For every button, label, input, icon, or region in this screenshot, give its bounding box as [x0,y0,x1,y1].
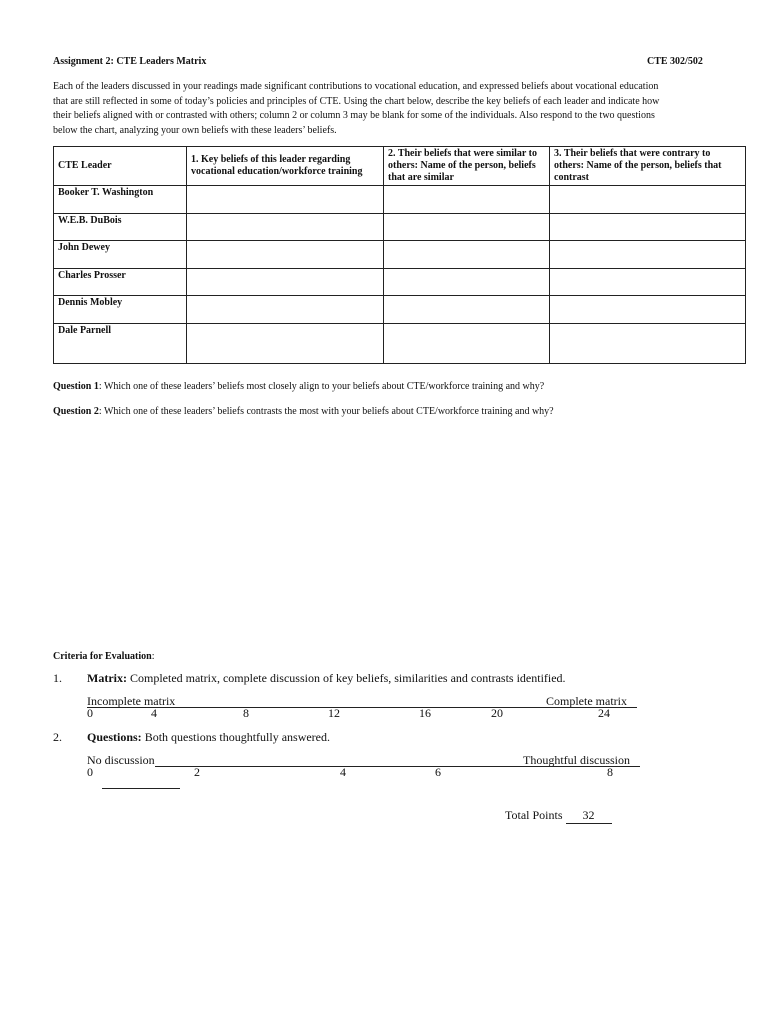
criterion-questions [87,730,330,745]
question-2 [53,406,554,417]
table-row [54,323,746,363]
scale-tick: 20 [491,706,503,720]
matrix-header-row [54,147,746,186]
key-beliefs-cell[interactable] [187,241,384,269]
criterion-label: Questions: [87,730,142,744]
question-text: : Which one of these leaders’ beliefs most closely align to your beliefs about CTE/workforce training and why? [98,381,545,392]
leader-name: Charles Prosser [54,268,187,296]
scale-tick: 6 [435,765,441,779]
table-row [54,213,746,241]
question-1 [53,381,544,392]
table-row [54,186,746,214]
leader-name: W.E.B. DuBois [54,213,187,241]
header-contrary-beliefs: 3. Their beliefs that were contrary to others: Name of the person, beliefs that contrast [550,147,746,186]
criterion-description: Both questions thoughtfully answered. [141,730,331,744]
instructions-line: their beliefs aligned with or contrasted with others; column 2 or column 3 may be blank for some of the individuals. Also respond to the two questions [53,110,655,121]
total-points-label: Total Points [505,808,563,822]
scale-tick: 4 [151,706,157,720]
leader-name: John Dewey [54,241,187,269]
scale-low-label: No discussion [87,753,155,767]
score-blank-line[interactable] [102,788,180,789]
scale-tick: 8 [243,706,249,720]
scale-high-label: Complete matrix [546,694,627,708]
similar-beliefs-cell[interactable] [384,241,550,269]
criteria-heading [53,651,154,662]
scale-tick: 24 [598,706,610,720]
contrary-beliefs-cell[interactable] [550,323,746,363]
scale-low-label: Incomplete matrix [87,694,176,708]
similar-beliefs-cell[interactable] [384,323,550,363]
scale-tick: 8 [607,765,613,779]
total-points-row [505,808,612,824]
course-code: CTE 302/502 [647,56,703,67]
criterion-number: 1. [53,671,62,685]
leader-name: Dale Parnell [54,323,187,363]
contrary-beliefs-cell[interactable] [550,213,746,241]
contrary-beliefs-cell[interactable] [550,268,746,296]
header-key-beliefs: 1. Key beliefs of this leader regarding vocational education/workforce training [187,147,384,186]
criteria-title-colon: : [151,651,155,662]
question-text: : Which one of these leaders’ beliefs contrasts the most with your beliefs about CTE/workforce training and why? [98,406,554,417]
scale-tick: 2 [194,765,200,779]
header-similar-beliefs: 2. Their beliefs that were similar to others: Name of the person, beliefs that are similar [384,147,550,186]
criterion-description: Completed matrix, complete discussion of key beliefs, similarities and contrasts identified. [126,671,566,685]
assignment-title: Assignment 2: CTE Leaders Matrix [53,56,207,67]
leaders-matrix-table [53,146,746,364]
matrix-scale-line [87,707,637,708]
scale-tick: 16 [419,706,431,720]
total-points-value: 32 [566,808,612,824]
key-beliefs-cell[interactable] [187,323,384,363]
contrary-beliefs-cell[interactable] [550,186,746,214]
similar-beliefs-cell[interactable] [384,296,550,324]
questions-scale-line [155,766,640,767]
scale-tick: 0 [87,765,93,779]
instructions-paragraph [53,80,713,138]
table-row [54,296,746,324]
table-row [54,268,746,296]
criteria-title: Criteria for Evaluation [53,651,152,662]
scale-high-label: Thoughtful discussion [523,753,630,767]
similar-beliefs-cell[interactable] [384,268,550,296]
scale-tick: 4 [340,765,346,779]
header-cte-leader: CTE Leader [54,147,187,186]
leader-name: Dennis Mobley [54,296,187,324]
table-row [54,241,746,269]
key-beliefs-cell[interactable] [187,213,384,241]
contrary-beliefs-cell[interactable] [550,296,746,324]
key-beliefs-cell[interactable] [187,186,384,214]
similar-beliefs-cell[interactable] [384,186,550,214]
criterion-number: 2. [53,730,62,744]
instructions-line: that are still reflected in some of today’s policies and principles of CTE. Using the chart below, describe the key beliefs of each leader and indicate how [53,95,660,107]
question-label: Question 2 [53,406,99,417]
instructions-line: below the chart, analyzing your own beliefs with these leaders’ beliefs. [53,124,337,136]
scale-tick: 0 [87,706,93,720]
criterion-label: Matrix: [87,671,127,685]
criterion-matrix [87,671,566,686]
contrary-beliefs-cell[interactable] [550,241,746,269]
scale-tick: 12 [328,706,340,720]
key-beliefs-cell[interactable] [187,268,384,296]
question-label: Question 1 [53,381,99,392]
similar-beliefs-cell[interactable] [384,213,550,241]
key-beliefs-cell[interactable] [187,296,384,324]
leader-name: Booker T. Washington [54,186,187,214]
instructions-line: Each of the leaders discussed in your readings made significant contributions to vocational education, and expressed beliefs about vocational education [53,81,659,92]
